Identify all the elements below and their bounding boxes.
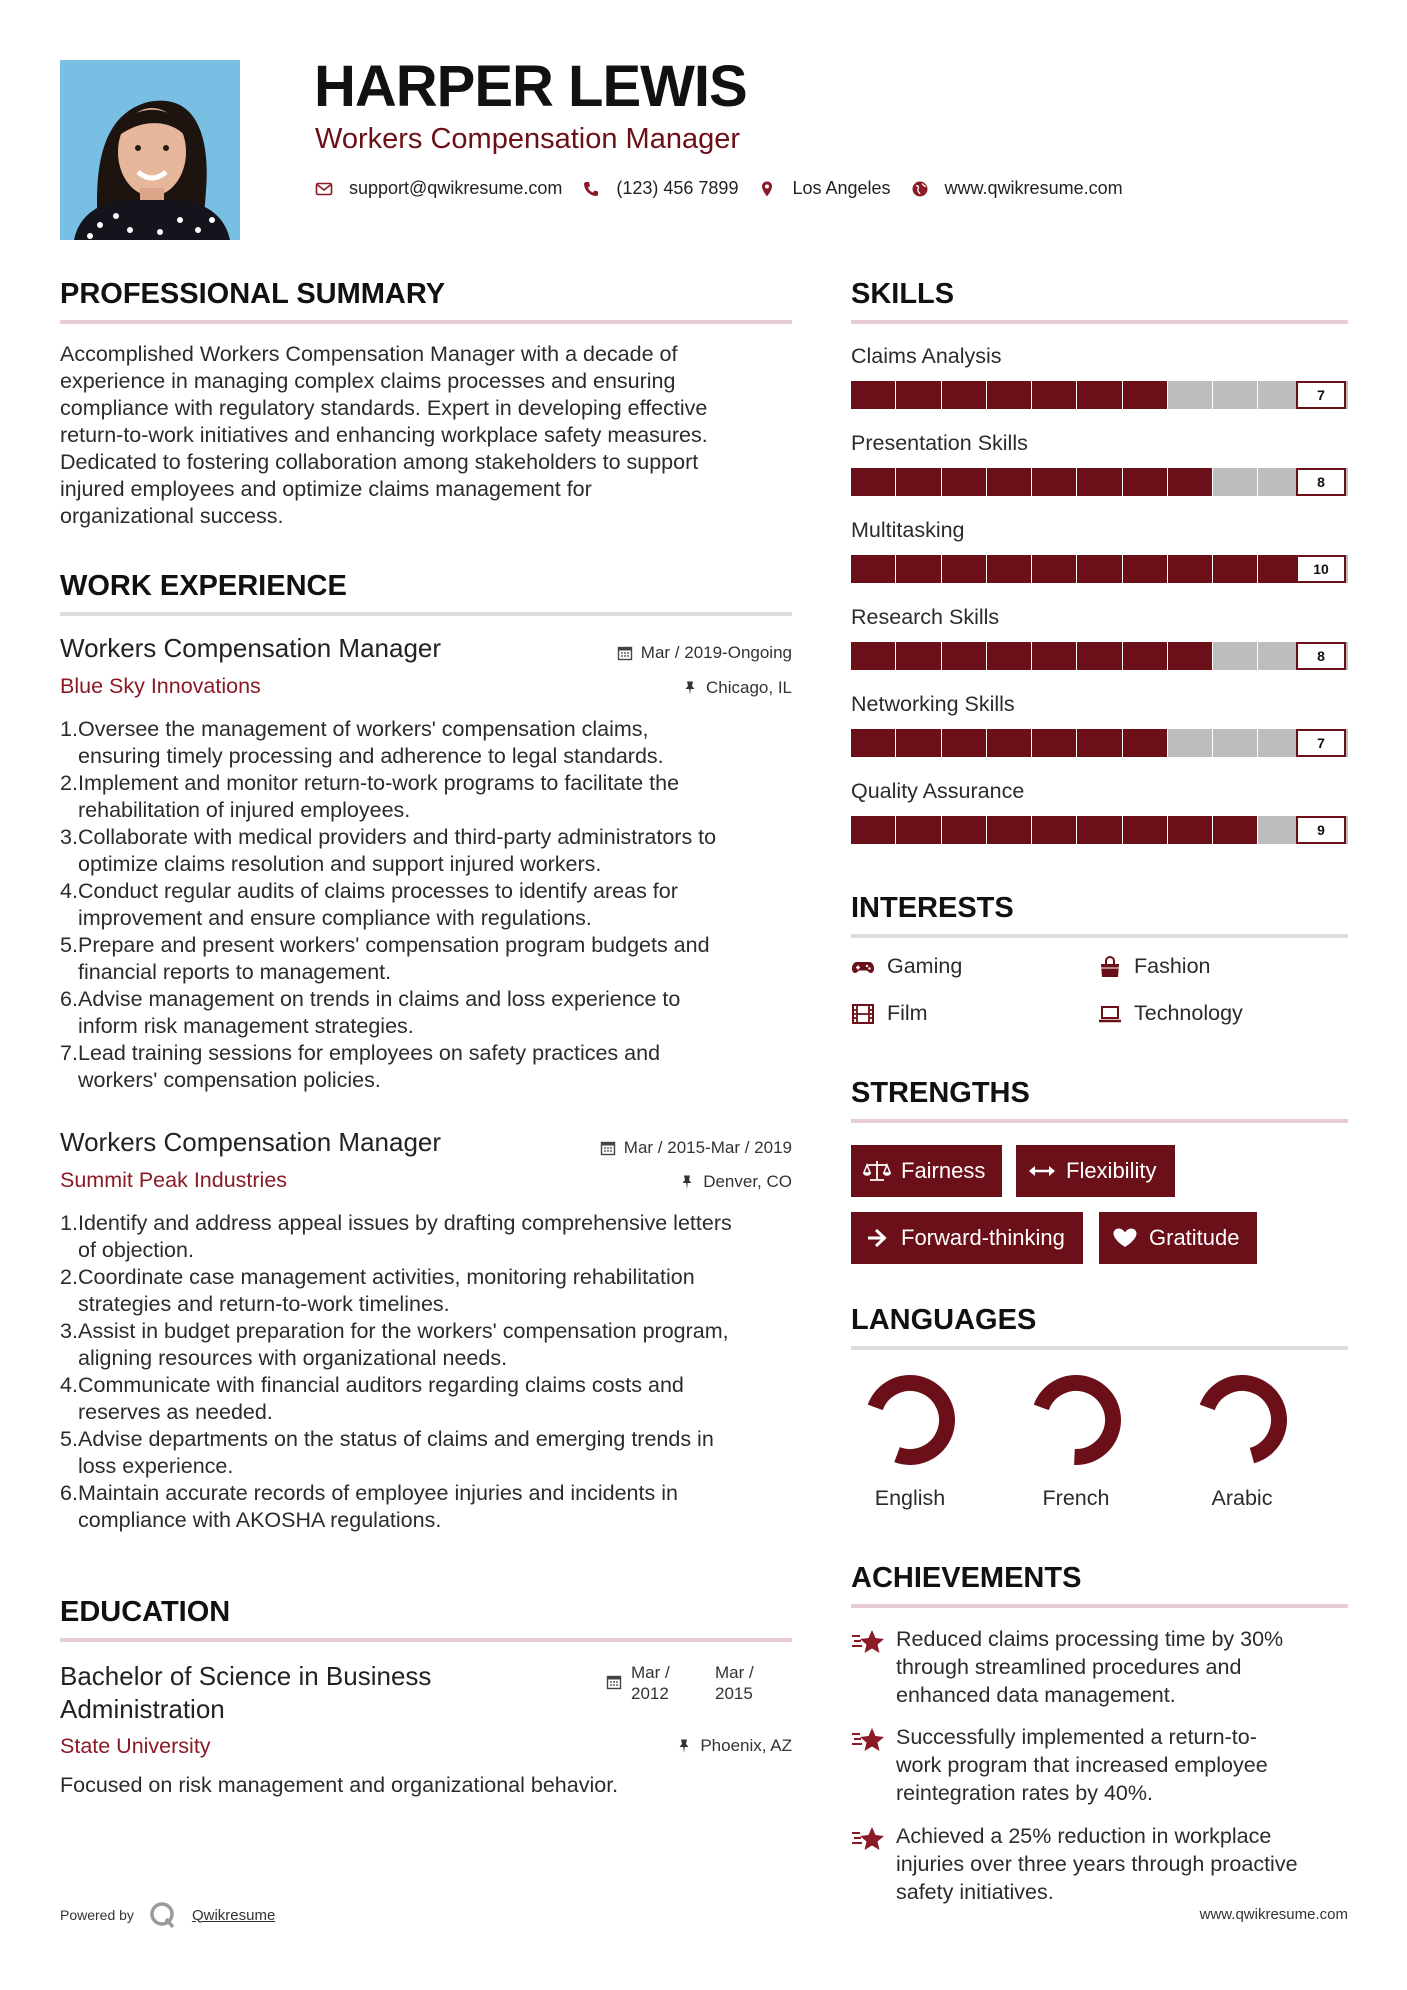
- skill-bar-segment-filled: [1123, 729, 1167, 757]
- skill-bar-segment-filled: [1213, 555, 1257, 583]
- languages-divider: [851, 1346, 1348, 1350]
- list-item: Identify and address appeal issues by drafting comprehensive letters of objection.: [78, 1211, 732, 1262]
- skill-name: Networking Skills: [851, 692, 1015, 716]
- job-date-text: Mar / 2015-Mar / 2019: [623, 1138, 792, 1157]
- arrows-horizontal-icon: [1028, 1159, 1056, 1183]
- strength-fairness: [851, 1145, 1002, 1197]
- strengths-divider: [851, 1119, 1348, 1123]
- phone-icon: [582, 180, 600, 198]
- skill-level-badge: 9: [1296, 816, 1346, 844]
- skill-bar-segment-filled: [942, 816, 986, 844]
- gamepad-icon: [851, 955, 875, 979]
- achievement-item: [851, 1625, 1348, 1709]
- interests-divider: [851, 934, 1348, 938]
- skill-name: Research Skills: [851, 605, 1000, 629]
- skill-bar-segment-filled: [1077, 729, 1121, 757]
- summary-line: experience in managing complex claims processes and ensuring: [60, 369, 676, 393]
- job-date: [520, 643, 792, 663]
- calendar-icon: [600, 1140, 616, 1156]
- education-location: [520, 1736, 792, 1756]
- skill-bar-segment-filled: [1032, 729, 1076, 757]
- skill-bar-segment-filled: [942, 555, 986, 583]
- skill-bar-segment-filled: [896, 642, 940, 670]
- candidate-title: Workers Compensation Manager: [315, 123, 740, 155]
- powered-by-text: Powered by: [60, 1907, 134, 1923]
- interest-label: Film: [887, 1001, 928, 1025]
- education-end: Mar / 2015: [715, 1663, 754, 1703]
- interest-technology: [1098, 1001, 1243, 1026]
- strength-label: Fairness: [901, 1158, 986, 1183]
- skill-bar-segment-filled: [1123, 816, 1167, 844]
- skill-bar-segment-empty: [1213, 468, 1257, 496]
- skill-bar-segment-filled: [851, 468, 895, 496]
- skill-bar-segment-filled: [1032, 816, 1076, 844]
- skill-bar-segment-filled: [1168, 468, 1212, 496]
- job-title: Workers Compensation Manager: [60, 1127, 442, 1157]
- skill-bar-segment-filled: [987, 642, 1031, 670]
- achievements-divider: [851, 1604, 1348, 1608]
- skill-level-badge: 7: [1296, 381, 1346, 409]
- map-pin-icon: [758, 180, 776, 198]
- job-responsibilities: [60, 716, 818, 1094]
- list-item: Implement and monitor return-to-work programs to facilitate the rehabilitation of injured employees.: [78, 771, 680, 822]
- education-divider: [60, 1638, 792, 1642]
- skill-bar-segment-filled: [1168, 555, 1212, 583]
- achievement-text: Reduced claims processing time by 30% through streamlined procedures and enhanced data management.: [896, 1627, 1284, 1707]
- skill-level-badge: 8: [1296, 642, 1346, 670]
- strength-flexibility: [1016, 1145, 1175, 1197]
- degree-line: Bachelor of Science in Business: [60, 1661, 432, 1691]
- skill-bar: [851, 642, 1348, 670]
- contact-website[interactable]: [911, 178, 1123, 199]
- job-date-text: Mar / 2019-Ongoing: [640, 643, 792, 662]
- skill-bar-segment-filled: [1123, 381, 1167, 409]
- skill-bar-segment-filled: [1077, 468, 1121, 496]
- email-text: support@qwikresume.com: [349, 178, 563, 198]
- degree-title: [60, 1660, 431, 1726]
- skill-bar-segment-empty: [1213, 381, 1257, 409]
- skill-bar-segment-filled: [1077, 816, 1121, 844]
- strength-label: Forward-thinking: [901, 1225, 1065, 1250]
- job-date: [520, 1138, 792, 1158]
- interest-label: Gaming: [887, 954, 963, 978]
- skill-bar-segment-filled: [1168, 816, 1212, 844]
- summary-text: [60, 341, 800, 530]
- education-location-text: Phoenix, AZ: [700, 1736, 792, 1755]
- achievements-heading: ACHIEVEMENTS: [851, 1562, 1082, 1594]
- list-item: Collaborate with medical providers and third-party administrators to optimize claims resolution and support injured workers.: [78, 825, 717, 876]
- strength-label: Flexibility: [1066, 1158, 1157, 1183]
- interest-film: [851, 1001, 928, 1026]
- education-start: Mar / 2012: [631, 1663, 670, 1703]
- skill-bar-segment-filled: [1032, 555, 1076, 583]
- interest-fashion: [1098, 954, 1211, 979]
- skill-bar: [851, 555, 1348, 583]
- pushpin-icon: [682, 680, 698, 696]
- laptop-icon: [1098, 1002, 1122, 1026]
- skill-bar-segment-filled: [1168, 642, 1212, 670]
- summary-divider: [60, 320, 792, 324]
- achievement-item: [851, 1822, 1348, 1906]
- job-location: [520, 678, 792, 698]
- skill-bar-segment-filled: [987, 381, 1031, 409]
- skill-bar-segment-filled: [942, 381, 986, 409]
- skill-bar: [851, 816, 1348, 844]
- skill-bar-segment-filled: [1077, 555, 1121, 583]
- strengths-heading: STRENGTHS: [851, 1077, 1030, 1109]
- skill-name: Claims Analysis: [851, 344, 1002, 368]
- summary-line: Dedicated to fostering collaboration among stakeholders to support: [60, 450, 699, 474]
- language-label: English: [874, 1486, 946, 1510]
- phone-text: (123) 456 7899: [616, 178, 739, 198]
- achievement-text: Successfully implemented a return-to- work program that increased employee reintegration rates by 40%.: [896, 1725, 1268, 1805]
- profile-photo: [60, 60, 240, 240]
- strength-label: Gratitude: [1149, 1225, 1240, 1250]
- strength-gratitude: [1099, 1212, 1257, 1264]
- envelope-icon: [315, 180, 333, 198]
- job-responsibilities: [60, 1210, 818, 1534]
- skill-bar-segment-filled: [1032, 468, 1076, 496]
- skill-bar: [851, 468, 1348, 496]
- film-icon: [851, 1002, 875, 1026]
- contact-location: [758, 178, 890, 199]
- qwikresume-link[interactable]: Qwikresume: [191, 1906, 276, 1924]
- skill-level-badge: 7: [1296, 729, 1346, 757]
- skill-bar-segment-filled: [1213, 816, 1257, 844]
- skill-name: Quality Assurance: [851, 779, 1025, 803]
- languages-heading: LANGUAGES: [851, 1304, 1037, 1336]
- degree-line: Administration: [60, 1694, 225, 1724]
- list-item: Prepare and present workers' compensation program budgets and financial reports to management.: [78, 933, 710, 984]
- language-label: Arabic: [1211, 1486, 1273, 1510]
- skill-bar-segment-filled: [896, 468, 940, 496]
- arrow-right-icon: [863, 1226, 891, 1250]
- contact-phone[interactable]: [582, 178, 738, 199]
- skill-bar-segment-empty: [1213, 729, 1257, 757]
- calendar-icon: [606, 1674, 622, 1690]
- skill-bar: [851, 381, 1348, 409]
- list-item: Oversee the management of workers' compensation claims, ensuring timely processing and adherence to legal standards.: [78, 717, 664, 768]
- list-item: Communicate with financial auditors regarding claims costs and reserves as needed.: [78, 1373, 684, 1424]
- skill-bar-segment-filled: [1077, 642, 1121, 670]
- language-progress-ring: [1194, 1372, 1290, 1468]
- job-company: Summit Peak Industries: [60, 1168, 288, 1192]
- summary-heading: PROFESSIONAL SUMMARY: [60, 278, 446, 310]
- skill-bar-segment-filled: [987, 468, 1031, 496]
- skill-bar-segment-filled: [942, 642, 986, 670]
- list-item: Advise departments on the status of claims and emerging trends in loss experience.: [78, 1427, 714, 1478]
- experience-heading: WORK EXPERIENCE: [60, 570, 347, 602]
- skill-bar-segment-empty: [1168, 729, 1212, 757]
- achievement-text: Achieved a 25% reduction in workplace injuries over three years through proactive safety initiatives.: [896, 1824, 1298, 1904]
- heart-icon: [1111, 1226, 1139, 1250]
- skill-bar-segment-filled: [851, 555, 895, 583]
- skill-level-badge: 10: [1296, 555, 1346, 583]
- achievement-item: [851, 1723, 1348, 1807]
- list-item: Lead training sessions for employees on safety practices and workers' compensation policies.: [78, 1041, 661, 1092]
- education-heading: EDUCATION: [60, 1596, 231, 1628]
- language-label: French: [1042, 1486, 1110, 1510]
- strength-forward-thinking: [851, 1212, 1083, 1264]
- skill-bar-segment-filled: [1032, 381, 1076, 409]
- footer-website[interactable]: www.qwikresume.com: [1199, 1906, 1348, 1923]
- list-item: Coordinate case management activities, monitoring rehabilitation strategies and return-to-work timelines.: [78, 1265, 695, 1316]
- skill-bar-segment-filled: [1123, 555, 1167, 583]
- skill-bar-segment-filled: [987, 555, 1031, 583]
- star-icon: [851, 1824, 885, 1854]
- globe-icon: [911, 180, 929, 198]
- portrait-image: [60, 60, 240, 240]
- skill-bar-segment-filled: [987, 729, 1031, 757]
- calendar-icon: [617, 645, 633, 661]
- skill-name: Presentation Skills: [851, 431, 1028, 455]
- location-text: Los Angeles: [792, 178, 891, 198]
- skill-bar-segment-filled: [1123, 468, 1167, 496]
- language-arabic: [1182, 1372, 1302, 1511]
- summary-line: return-to-work initiatives and enhancing workplace safety measures.: [60, 423, 708, 447]
- website-text: www.qwikresume.com: [944, 178, 1123, 198]
- skill-bar-segment-filled: [851, 816, 895, 844]
- skill-bar: [851, 729, 1348, 757]
- language-french: [1016, 1372, 1136, 1511]
- skill-bar-segment-filled: [851, 642, 895, 670]
- skill-name: Multitasking: [851, 518, 965, 542]
- list-item: Advise management on trends in claims and loss experience to inform risk management strategies.: [78, 987, 681, 1038]
- skill-bar-segment-filled: [942, 729, 986, 757]
- summary-line: Accomplished Workers Compensation Manager with a decade of: [60, 342, 678, 366]
- job-title: Workers Compensation Manager: [60, 633, 442, 663]
- skill-bar-segment-filled: [896, 555, 940, 583]
- qwikresume-logo-icon: [148, 1900, 178, 1930]
- skill-bar-segment-filled: [851, 729, 895, 757]
- skill-bar-segment-filled: [1123, 642, 1167, 670]
- pushpin-icon: [676, 1738, 692, 1754]
- skill-bar-segment-empty: [1213, 642, 1257, 670]
- contact-email[interactable]: [315, 178, 562, 199]
- skills-heading: SKILLS: [851, 278, 955, 310]
- job-location-text: Denver, CO: [703, 1172, 792, 1191]
- job-location-text: Chicago, IL: [706, 678, 792, 697]
- summary-line: compliance with regulatory standards. Expert in developing effective: [60, 396, 708, 420]
- star-icon: [851, 1725, 885, 1755]
- skills-divider: [851, 320, 1348, 324]
- job-location: [520, 1172, 792, 1192]
- skill-bar-segment-filled: [987, 816, 1031, 844]
- list-item: Assist in budget preparation for the workers' compensation program, aligning resources with organizational needs.: [78, 1319, 729, 1370]
- experience-divider: [60, 612, 792, 616]
- interest-gaming: [851, 954, 962, 979]
- interests-heading: INTERESTS: [851, 892, 1014, 924]
- interest-label: Fashion: [1134, 954, 1211, 978]
- skill-bar-segment-filled: [896, 816, 940, 844]
- skill-bar-segment-filled: [1032, 642, 1076, 670]
- skill-bar-segment-filled: [896, 729, 940, 757]
- job-company: Blue Sky Innovations: [60, 674, 261, 698]
- education-dates: [606, 1662, 775, 1704]
- candidate-name: HARPER LEWIS: [314, 54, 747, 119]
- list-item: Maintain accurate records of employee injuries and incidents in compliance with AKOSHA regulations.: [78, 1481, 678, 1532]
- skill-bar-segment-filled: [896, 381, 940, 409]
- list-item: Conduct regular audits of claims processes to identify areas for improvement and ensure compliance with regulations.: [78, 879, 678, 930]
- skill-bar-segment-filled: [942, 468, 986, 496]
- interest-label: Technology: [1134, 1001, 1243, 1025]
- shopping-bag-icon: [1098, 955, 1122, 979]
- skill-bar-segment-filled: [851, 381, 895, 409]
- powered-by: [60, 1900, 275, 1930]
- summary-line: organizational success.: [60, 504, 284, 528]
- summary-line: injured employees and optimize claims management for: [60, 477, 592, 501]
- skill-bar-segment-filled: [1077, 381, 1121, 409]
- pushpin-icon: [679, 1174, 695, 1190]
- skill-bar-segment-empty: [1168, 381, 1212, 409]
- skill-level-badge: 8: [1296, 468, 1346, 496]
- contact-bar: [315, 178, 1143, 199]
- language-progress-ring: [862, 1372, 958, 1468]
- school-name: State University: [60, 1734, 211, 1758]
- language-english: [850, 1372, 970, 1511]
- education-description: Focused on risk management and organizational behavior.: [60, 1773, 619, 1797]
- star-icon: [851, 1627, 885, 1657]
- balance-scale-icon: [863, 1159, 891, 1183]
- language-progress-ring: [1028, 1372, 1124, 1468]
